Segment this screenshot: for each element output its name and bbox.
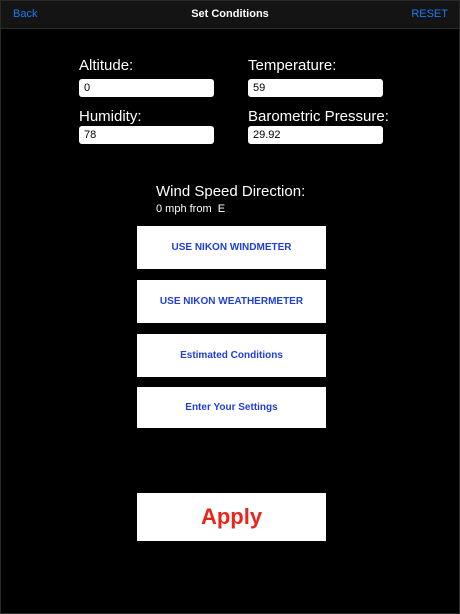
wind-speed-direction-label: Wind Speed Direction:	[156, 183, 306, 200]
humidity-input[interactable]	[79, 126, 214, 144]
barometric-pressure-label: Barometric Pressure:	[248, 108, 389, 125]
wind-speed-direction-value: 0 mph from E	[156, 203, 226, 215]
temperature-input[interactable]	[248, 79, 383, 97]
barometric-pressure-input[interactable]	[248, 126, 383, 144]
back-button[interactable]: Back	[13, 8, 38, 20]
temperature-label: Temperature:	[248, 57, 337, 74]
apply-button[interactable]: Apply	[137, 493, 326, 541]
use-nikon-windmeter-button[interactable]: USE NIKON WINDMETER	[137, 226, 326, 269]
estimated-conditions-button[interactable]: Estimated Conditions	[137, 334, 326, 377]
altitude-label: Altitude:	[79, 57, 134, 74]
humidity-label: Humidity:	[79, 108, 142, 125]
use-nikon-weathermeter-button[interactable]: USE NIKON WEATHERMETER	[137, 280, 326, 323]
navigation-bar	[1, 1, 459, 29]
altitude-input[interactable]	[79, 79, 214, 97]
reset-button[interactable]: RESET	[411, 8, 448, 20]
enter-your-settings-button[interactable]: Enter Your Settings	[137, 387, 326, 428]
page-title: Set Conditions	[191, 8, 269, 20]
